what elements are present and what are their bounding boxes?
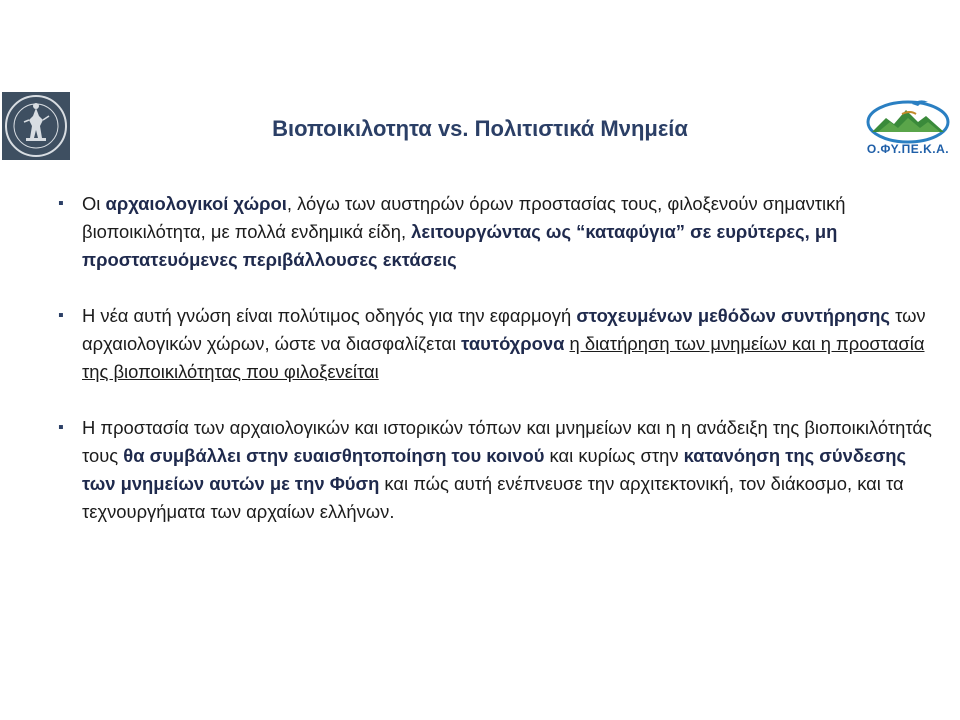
bullet-item [56, 414, 936, 526]
bullet-item [56, 302, 936, 386]
bullet-text: και πώς αυτή ενέπνευσε την αρχιτεκτονική, τον διάκοσμο, και τα τεχνουργήματα των αρχαίων ελλήνων. [82, 473, 904, 522]
bullet-bold-text: ταυτόχρονα [461, 333, 565, 354]
bullet-text: Η νέα αυτή γνώση είναι πολύτιμος οδηγός για την εφαρμογή [82, 305, 577, 326]
bullet-list [56, 190, 936, 554]
bullet-dot-icon: ▪ [58, 195, 64, 212]
bullet-text: και κυρίως στην [544, 445, 684, 466]
bullet-bold-text: θα συμβάλλει στην ευαισθητοποίηση του κοινού [123, 445, 545, 466]
bullet-dot-icon: ▪ [58, 307, 64, 324]
bullet-dot-icon: ▪ [58, 419, 64, 436]
slide-title: Βιοποικιλοτητα vs. Πολιτιστικά Μνημεία [272, 116, 688, 141]
bullet-text: Η προστασία των αρχαιολογικών και ιστορικών τόπων και μνημείων και η η ανάδειξη της βιοποικιλότητάς τους [82, 417, 932, 466]
bullet-text: των αρχαιολογικών χώρων, ώστε να διασφαλίζεται [82, 305, 926, 354]
bullet-text: , λόγω των αυστηρών όρων προστασίας τους, φιλοξενούν σημαντική βιοποικιλότητα, με πολλά ενδημικά είδη, [82, 193, 846, 242]
bullet-bold-text: κατανόηση της σύνδεσης των μνημείων αυτών με την Φύση [82, 445, 907, 494]
bullet-bold-text: στοχευμένων μεθόδων συντήρησης [576, 305, 890, 326]
bullet-underlined-text: η διατήρηση των μνημείων και η προστασία της βιοποικιλότητας που φιλοξενείται [82, 333, 925, 382]
bullet-text: Οι [82, 193, 106, 214]
logo-label: Ο.ΦΥ.ΠΕ.Κ.Α. [866, 142, 950, 156]
bullet-bold-text: λειτουργώντας ως “καταφύγια” σε ευρύτερες, μη προστατευόμενες περιβάλλουσες εκτάσεις [82, 221, 838, 270]
bullet-item [56, 190, 936, 274]
bullet-bold-text: αρχαιολογικοί χώροι [105, 193, 287, 214]
